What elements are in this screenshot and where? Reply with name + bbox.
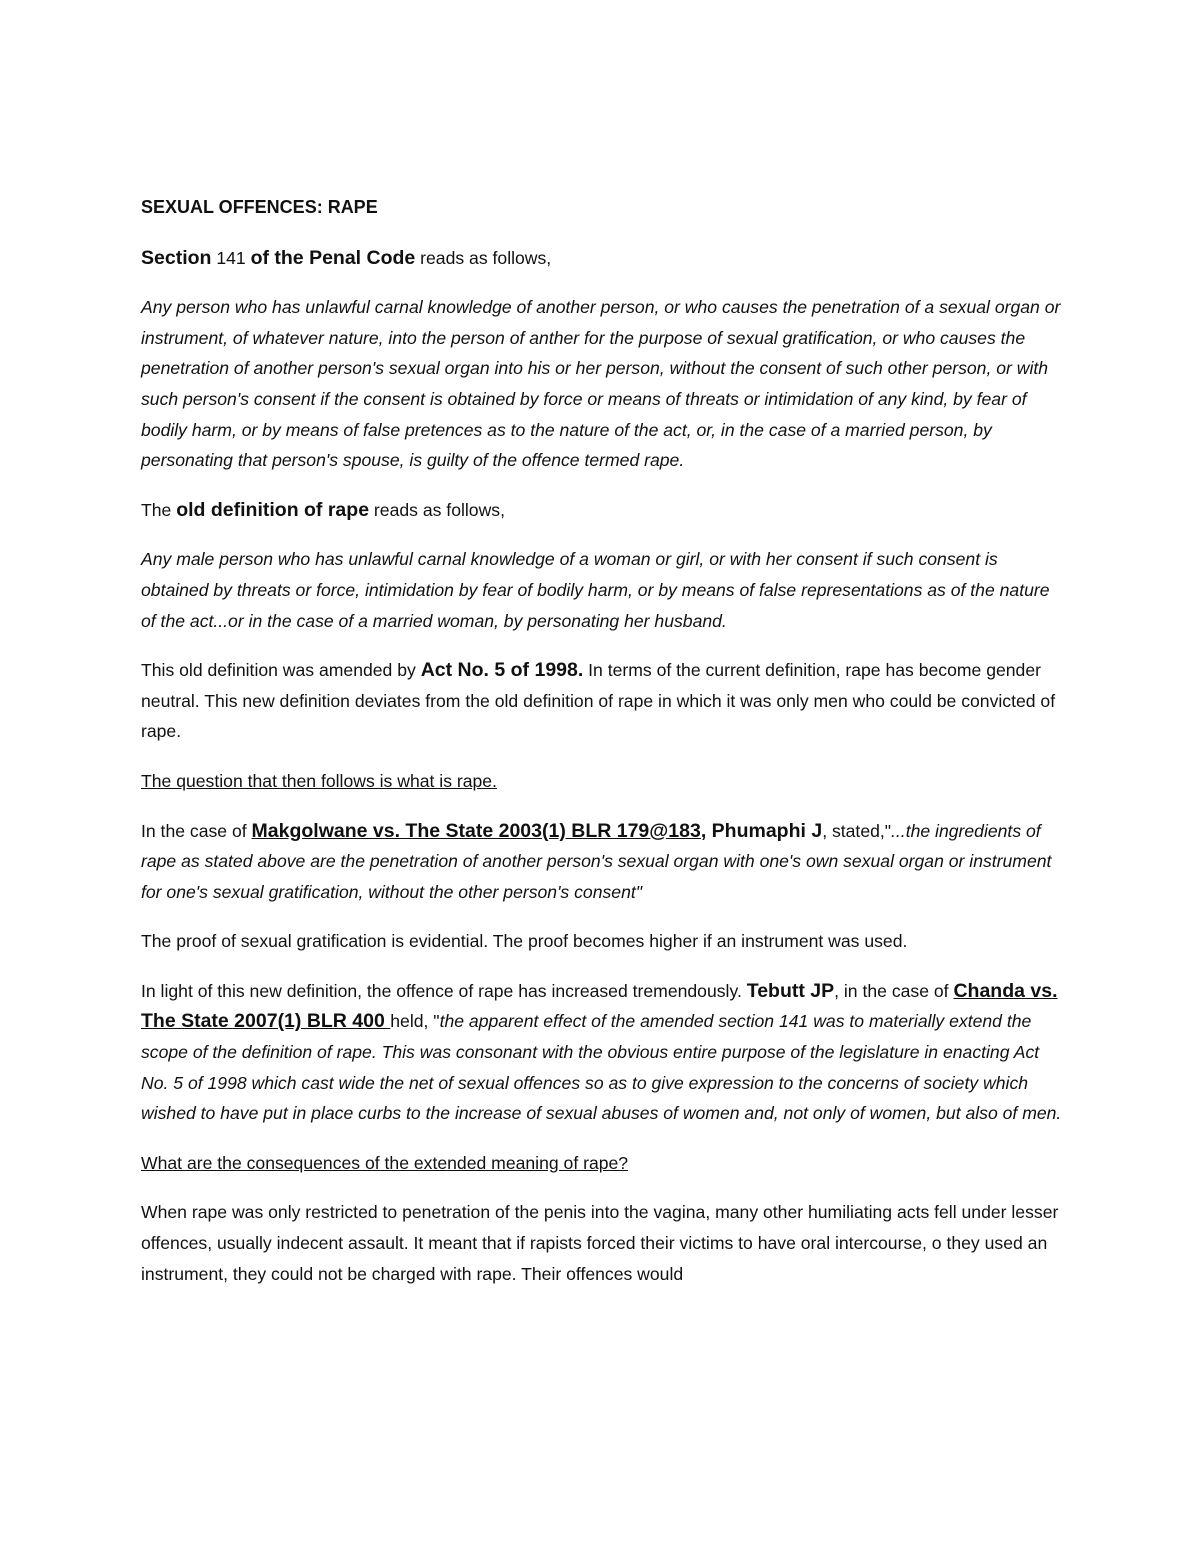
chanda-pre: In light of this new definition, the offence of rape has increased tremendously. xyxy=(141,980,747,1001)
section-141-quote: Any person who has unlawful carnal knowledge of another person, or who causes the penetration of a sexual organ or instrument, of whatever nature, into the person of anther for the purpose of sexual gratification, or who causes the penetration of another person's sexual organ into his or her person, without the consent of such other person, or with such person's consent if the consent is obtained by force or means of threats or intimidation of any kind, by fear of bodily harm, or by means of false pretences as to the nature of the act, or, in the case of a married person, by personating that person's spouse, is guilty of the offence termed rape. xyxy=(141,297,1061,471)
old-definition-term: old definition of rape xyxy=(176,498,370,521)
section-intro-paragraph xyxy=(141,243,1066,274)
chanda-quote: the apparent effect of the amended section 141 was to materially extend the scope of the definition of rape. This was consonant with the obvious entire purpose of the legislature in enacting Act No. 5 of 1998 which cast wide the net of sexual offences so as to give expression to the concerns of society which wished to have put in place curbs to the increase of sexual abuses of women and, not only of women, but also of men. xyxy=(141,1011,1062,1124)
act-reference: Act No. 5 of 1998. xyxy=(420,659,584,682)
chanda-mid: , in the case of xyxy=(834,980,954,1001)
section-label: Section xyxy=(141,246,212,269)
makgolwane-pre: In the case of xyxy=(141,820,252,841)
makgolwane-paragraph xyxy=(141,816,1066,908)
section-intro-rest: reads as follows, xyxy=(415,247,552,268)
judge-phumaphi: Phumaphi J xyxy=(711,819,823,842)
question-heading: The question that then follows is what is rape. xyxy=(141,770,497,791)
judge-tebutt: Tebutt JP xyxy=(746,979,835,1002)
document-title: SEXUAL OFFENCES: RAPE xyxy=(141,197,378,217)
consequences-paragraph: When rape was only restricted to penetration of the penis into the vagina, many other humiliating acts fell under lesser offences, usually indecent assault. It meant that if rapists forced their victims to have oral intercourse, o they used an instrument, they could not be charged with rape. Their offences would xyxy=(141,1202,1059,1284)
makgolwane-case-citation: Makgolwane vs. The State 2003(1) BLR 179@183 xyxy=(251,819,701,842)
makgolwane-quote: ...the ingredients of rape as stated above are the penetration of another person's sexual organ with one's own sexual organ or instrument for one's sexual gratification, without the other person's consent xyxy=(141,820,1052,902)
makgolwane-quote-end: " xyxy=(635,881,642,902)
document-body xyxy=(141,192,1066,1308)
old-definition-rest: reads as follows, xyxy=(369,499,505,520)
penal-code-label: of the Penal Code xyxy=(250,246,416,269)
chanda-held: held, " xyxy=(390,1011,440,1032)
section-number: 141 xyxy=(211,247,251,268)
amendment-pre: This old definition was amended by xyxy=(141,660,421,681)
makgolwane-comma: , xyxy=(700,819,712,842)
amendment-paragraph xyxy=(141,655,1066,747)
amendment-rest: In terms of the current definition, rape has become gender neutral. This new definition deviates from the old definition of rape in which it was only men who could be convicted of rape. xyxy=(141,660,1056,742)
old-definition-pre: The xyxy=(141,499,177,520)
chanda-paragraph xyxy=(141,976,1066,1129)
old-definition-intro xyxy=(141,495,1066,526)
chanda-case-citation: Chanda vs. The State 2007(1) BLR 400 xyxy=(141,979,1058,1033)
makgolwane-stated: , stated," xyxy=(822,820,892,841)
old-definition-quote: Any male person who has unlawful carnal knowledge of a woman or girl, or with her consent if such consent is obtained by threats or force, intimidation by fear of bodily harm, or by means of false representations as of the nature of the act...or in the case of a married woman, by personating her husband. xyxy=(141,549,1050,631)
proof-paragraph: The proof of sexual gratification is evidential. The proof becomes higher if an instrument was used. xyxy=(141,931,908,952)
consequences-heading: What are the consequences of the extended meaning of rape? xyxy=(141,1152,629,1173)
